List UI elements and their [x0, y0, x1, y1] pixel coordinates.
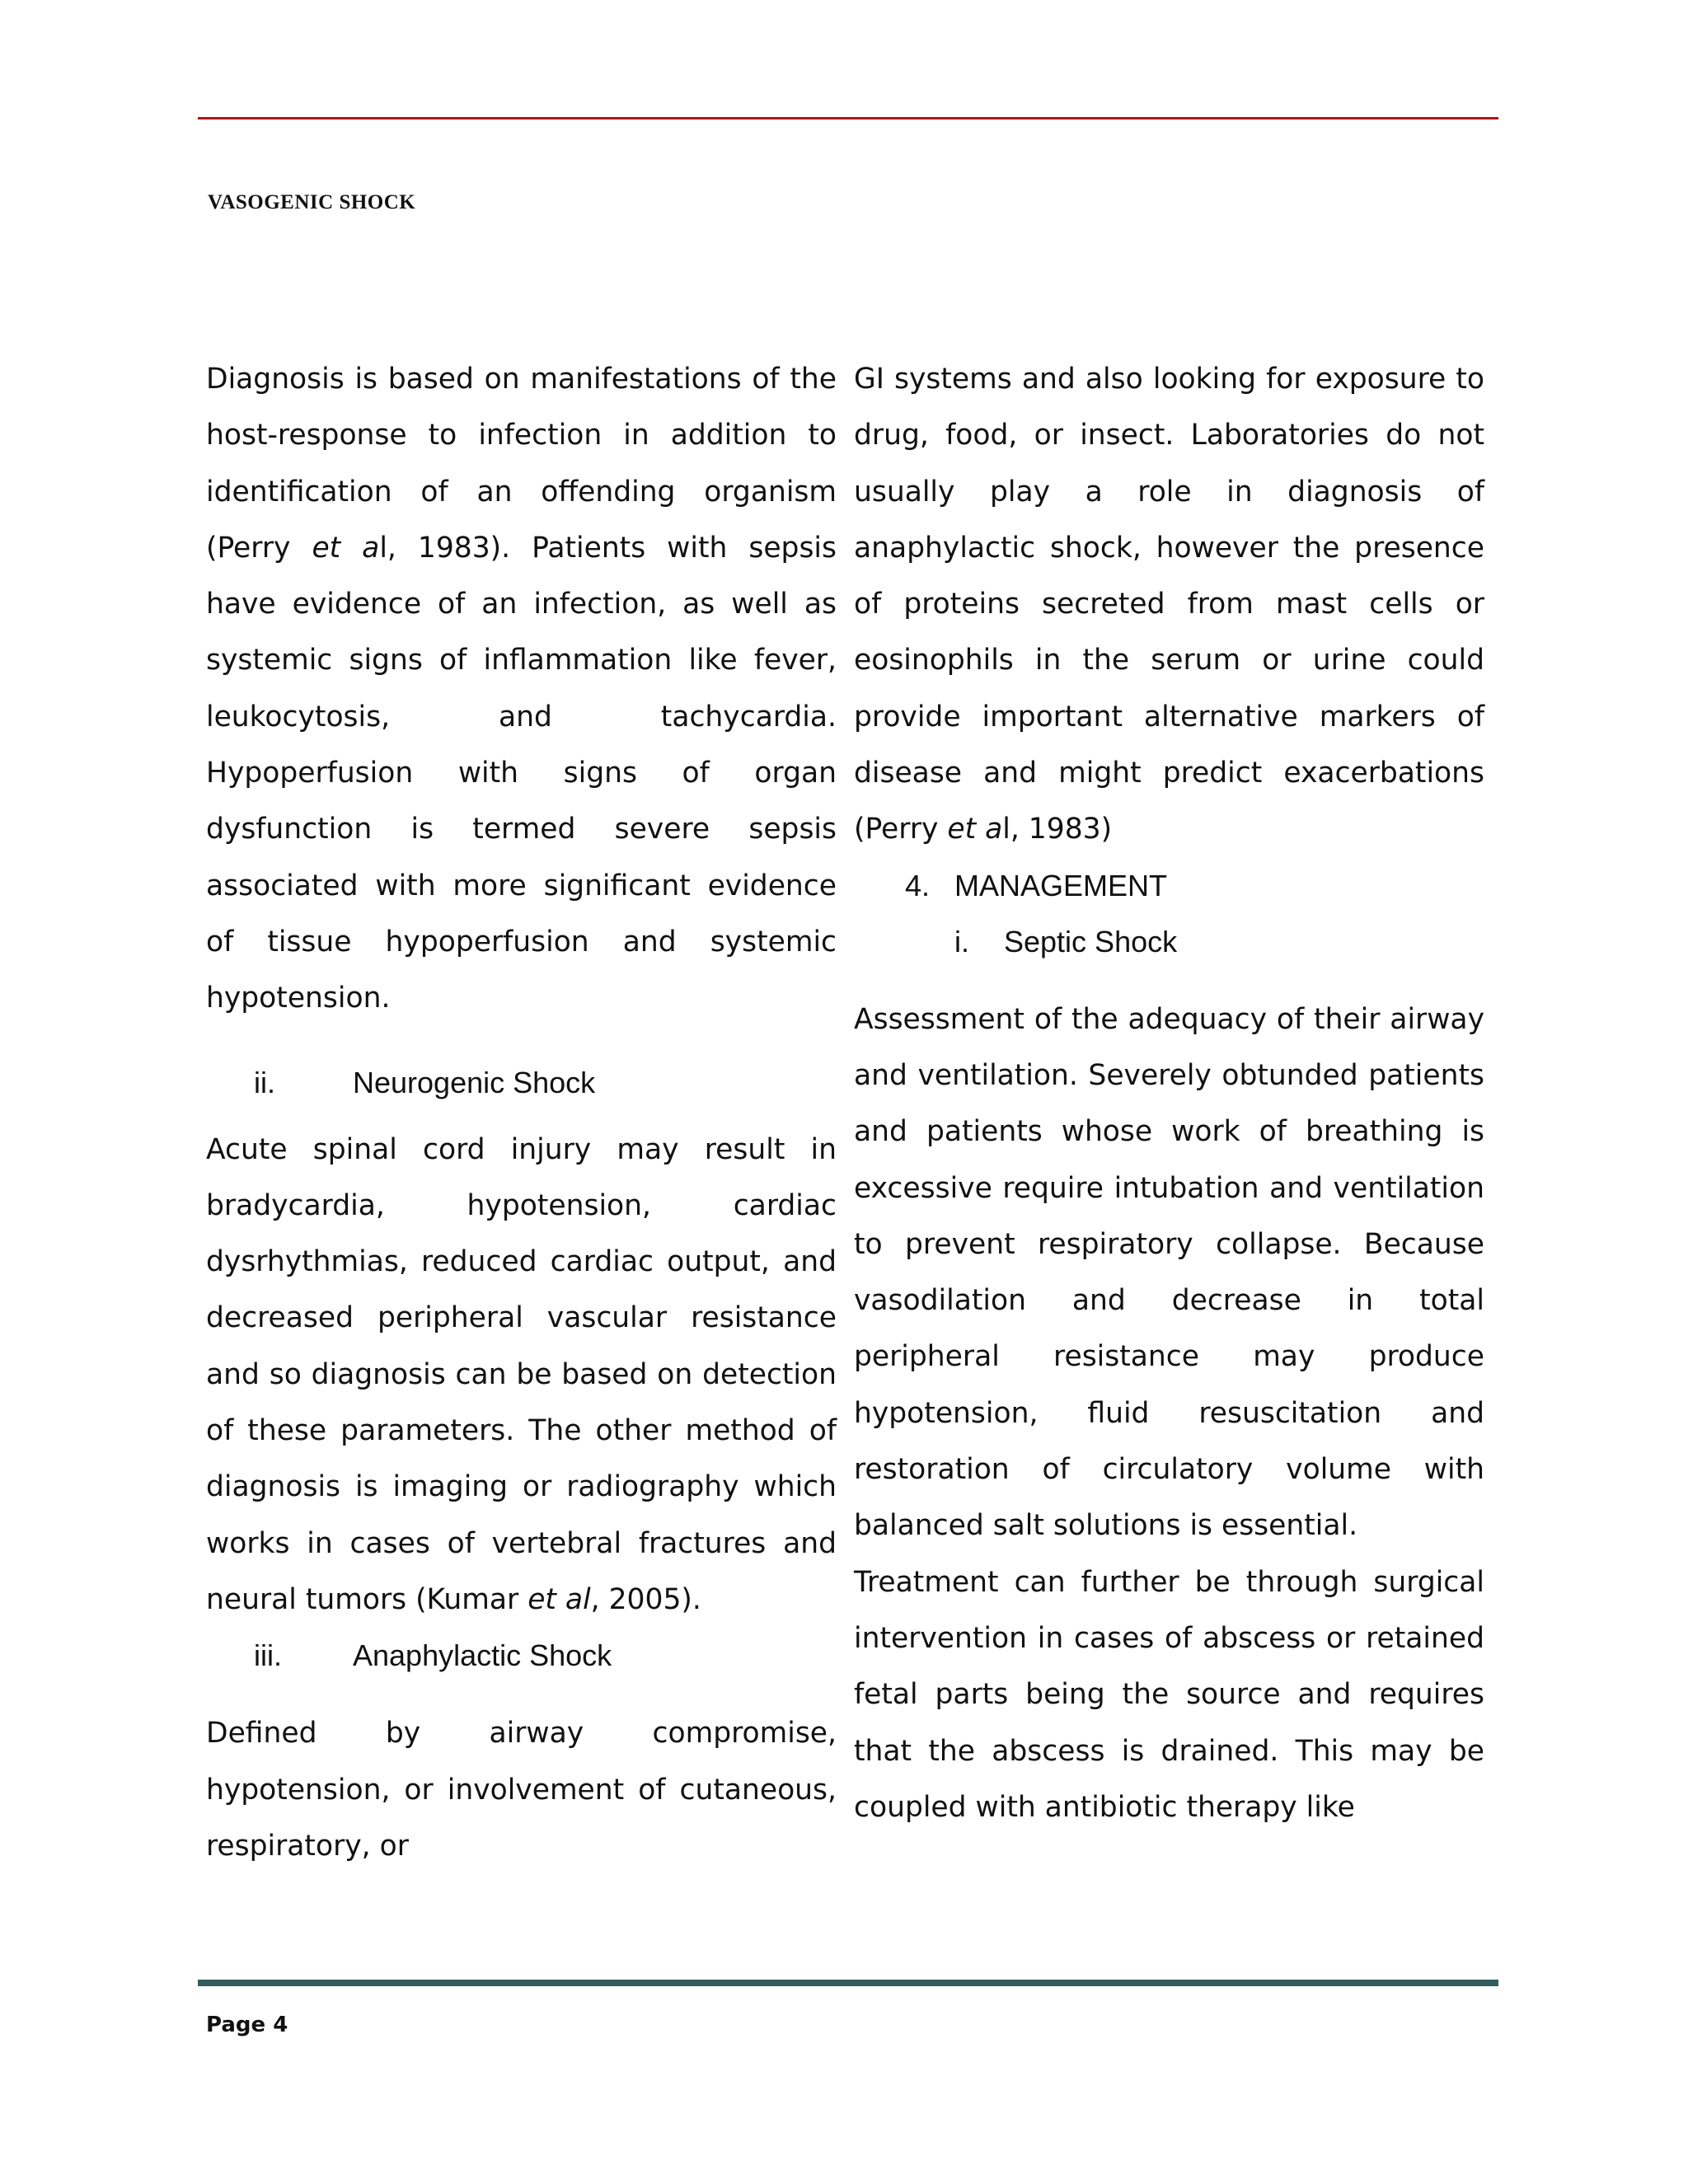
- paragraph-septic-management: Assessment of the adequacy of their airway and ventilation. Severely obtunded patients and patients whose work of breathing is excessive require intubation and ventilation to prevent respiratory collapse. Because vasodilation and decrease in total peripheral resistance may produce hypotension, fluid resuscitation and restoration of circulatory volume with balanced salt solutions is essential.: [854, 1002, 1484, 1543]
- heading-management: 4. MANAGEMENT: [905, 868, 1168, 902]
- running-header: VASOGENIC SHOCK: [208, 191, 416, 213]
- heading-anaphylactic-shock: iii. Anaphylactic Shock: [254, 1638, 612, 1673]
- paragraph-anaphylactic-continued: GI systems and also looking for exposure to drug, food, or insect. Laboratories do not usually play a role in diagnosis of anaphylactic shock, however the presence of proteins secreted from mast cells or eosinophils in the serum or urine could provide important alternative markers of disease and might predict exacerbations (Perry et al, 1983): [854, 363, 1484, 846]
- header-rule: [198, 117, 1498, 120]
- paragraph-anaphylactic: Defined by airway compromise, hypotension, or involvement of cutaneous, respiratory, or: [206, 1717, 837, 1863]
- footer-rule: [198, 1980, 1498, 1986]
- paragraph-surgical-treatment: Treatment can further be through surgical intervention in cases of abscess or retained fetal parts being the source and requires that the abscess is drained. This may be coupled with antibiotic therapy like: [854, 1565, 1484, 1824]
- left-column: [206, 351, 837, 1874]
- heading-neurogenic-shock: ii. Neurogenic Shock: [254, 1065, 596, 1099]
- paragraph-neurogenic: Acute spinal cord injury may result in bradycardia, hypotension, cardiac dysrhythmias, reduced cardiac output, and decreased peripheral vascular resistance and so diagnosis can be based on detection of these parameters. The other method of diagnosis is imaging or radiography which works in cases of vertebral fractures and neural tumors (Kumar et al, 2005).: [206, 1132, 837, 1616]
- paragraph-septic-diagnosis: Diagnosis is based on manifestations of the host-response to infection in addition to identification of an offending organism (Perry et al, 1983). Patients with sepsis have evidence of an infection, as well as systemic signs of inflammation like fever, leukocytosis, and tachycardia. Hypoperfusion with signs of organ dysfunction is termed severe sepsis associated with more significant evidence of tissue hypoperfusion and systemic hypotension.: [206, 363, 837, 1015]
- heading-septic-shock: i. Septic Shock: [954, 924, 1178, 958]
- right-column: [854, 351, 1484, 1835]
- page-number: Page 4: [206, 2013, 288, 2037]
